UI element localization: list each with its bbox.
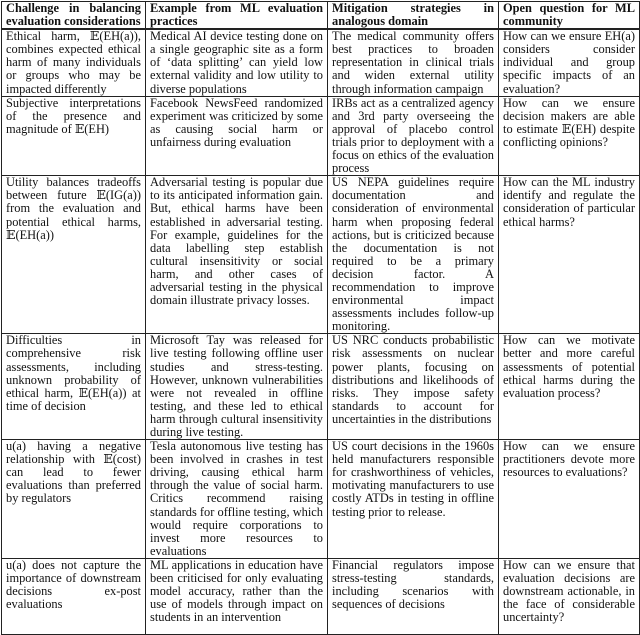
header-mitigation: Mitigation strategies in analogous domain [328, 2, 499, 30]
example-cell: Facebook NewsFeed randomized experiment was criticized by some as causing social harm or unfairness during evaluation [146, 96, 328, 176]
challenge-cell: Ethical harm, 𝔼(EH(a)), combines expected ethical harm of many individuals or groups who may be impacted differently [2, 29, 146, 96]
challenge-cell: u(a) does not capture the importance of downstream decisions ex-post evaluations [2, 558, 146, 634]
question-cell: How can we motivate better and more careful assessments of potential ethical harms during the evaluation process? [499, 334, 640, 440]
question-cell: How can we ensure EH(a) considers consider individual and group specific impacts of an evaluation? [499, 29, 640, 96]
header-example: Example from ML evaluation practices [146, 2, 328, 30]
table-row [2, 29, 640, 96]
mitigation-cell: Financial regulators impose stress-testing standards, including scenarios with sequences of decisions [328, 558, 499, 634]
challenge-cell: u(a) having a negative relationship with 𝔼(cost) can lead to fewer evaluations than preferred by regulators [2, 440, 146, 559]
question-cell: How can we ensure practitioners devote more resources to evaluations? [499, 440, 640, 559]
mitigation-cell: US NRC conducts probabilistic risk assessments on nuclear power plants, focusing on distributions and likelihoods of risks. They impose safety standards to account for uncertainties in the distributions [328, 334, 499, 440]
table-row [2, 176, 640, 334]
challenge-cell: Utility balances tradeoffs between future 𝔼(IG(a)) from the evaluation and potential ethical harms, 𝔼(EH(a)) [2, 176, 146, 334]
table-row [2, 440, 640, 559]
example-cell: ML applications in education have been criticised for only evaluating model accuracy, rather than the use of models through impact on students in an intervention [146, 558, 328, 634]
example-cell: Adversarial testing is popular due to its anticipated information gain. But, ethical harms have been established in adversarial testing. For example, guidelines for the data labelling step establish cultural insensitivity or social harm, and other cases of adversarial testing in the physical domain illustrate privacy losses. [146, 176, 328, 334]
header-question: Open question for ML community [499, 2, 640, 30]
table-row [2, 334, 640, 440]
mitigation-cell: US court decisions in the 1960s held manufacturers responsible for crashworthiness of vehicles, motivating manufacturers to use costly ATDs in testing in offline testing prior to release. [328, 440, 499, 559]
example-cell: Microsoft Tay was released for live testing following offline user studies and stress-testing. However, unknown vulnerabilities were not revealed in offline testing, and these led to ethical harm through cultural insensitivity during live testing. [146, 334, 328, 440]
mitigation-cell: US NEPA guidelines require documentation and consideration of environmental harm when proposing federal actions, but is criticized because the documentation is not required to be a primary decision factor. A recommendation to improve environmental impact assessments includes follow-up monitoring. [328, 176, 499, 334]
example-cell: Medical AI device testing done on a single geographic site as a form of ‘data splitting’ can yield low external validity and low utility to diverse populations [146, 29, 328, 96]
challenge-cell: Subjective interpretations of the presence and magnitude of 𝔼(EH) [2, 96, 146, 176]
example-cell: Tesla autonomous live testing has been involved in crashes in test driving, causing ethical harm through the value of social harm. Critics recommend raising standards for offline testing, which would require corporations to invest more resources to evaluations [146, 440, 328, 559]
challenge-cell: Difficulties in comprehensive risk assessments, including unknown probability of ethical harm, 𝔼(EH(a)) at time of decision [2, 334, 146, 440]
table-row [2, 96, 640, 176]
header-challenge: Challenge in balancing evaluation considerations [2, 2, 146, 30]
mitigation-cell: IRBs act as a centralized agency and 3rd party overseeing the approval of placebo control trials prior to deployment with a focus on ethics of the evaluation process [328, 96, 499, 176]
table-header-row [2, 2, 640, 30]
mitigation-cell: The medical community offers best practices to broaden representation in clinical trials and widen external utility through information campaign [328, 29, 499, 96]
evaluation-considerations-table [1, 1, 640, 635]
question-cell: How can the ML industry identify and regulate the consideration of particular ethical harms? [499, 176, 640, 334]
question-cell: How can we ensure decision makers are able to estimate 𝔼(EH) despite conflicting opinions? [499, 96, 640, 176]
question-cell: How can we ensure that evaluation decisions are downstream actionable, in the face of considerable uncertainty? [499, 558, 640, 634]
table-row [2, 558, 640, 634]
